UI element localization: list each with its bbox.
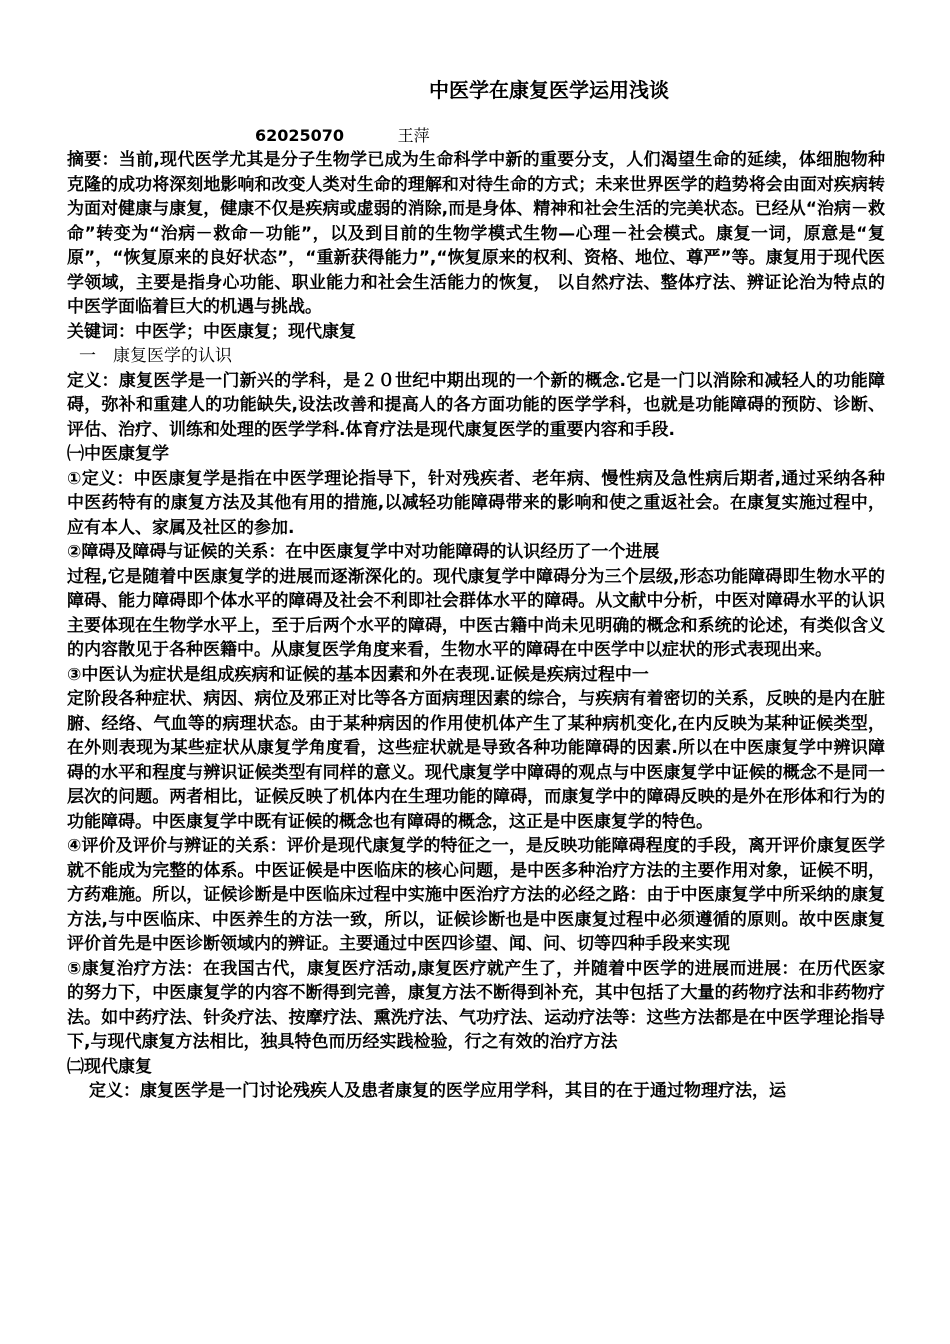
abstract-paragraph: 摘要：当前,现代医学尤其是分子生物学已成为生命科学中新的重要分支，人们渴望生命的延续，体细胞物种克隆的成功将深刻地影响和改变人类对生命的理解和对待生命的方式；未来世界医学的趋势将会由面对疾病转为面对健康与康复，健康不仅是疾病或虚弱的消除,而是身体、精神和社会生活的完美状态。已经从“治病－救命”转变为“治病－救命－功能”，以及到目前的生物学模式生物—心理－社会模式。康复一词，原意是“复原”，“恢复原来的良好状态”，“重新获得能力”,“恢复原来的权利、资格、地位、尊严”等。康复用于现代医学领域，主要是指身心功能、职业能力和社会生活能力的恢复， 以自然疗法、整体疗法、辨证论治为特点的中医学面临着巨大的机遇与挑战。 (67, 150, 885, 317)
modern-rehab-definition: 定义：康复医学是一门讨论残疾人及患者康复的医学应用学科，其目的在于通过物理疗法，运 (89, 1081, 786, 1101)
subsection-heading-tcm-rehab: ㈠中医康复学 (67, 444, 169, 464)
document-title: 中医学在康复医学运用浅谈 (429, 78, 669, 102)
document-body (67, 148, 885, 1104)
student-id: 62025070 (255, 126, 345, 145)
item-5-paragraph: ⑤康复治疗方法：在我国古代，康复医疗活动,康复医疗就产生了，并随着中医学的进展而进展：在历代医家的努力下，中医康复学的内容不断得到完善，康复方法不断得到补充，其中包括了大量的药物疗法和非药物疗法。如中药疗法、针灸疗法、按摩疗法、熏洗疗法、气功疗法、运动疗法等：这些方法都是在中医学理论指导下,与现代康复方法相比，独具特色而历经实践检验，行之有效的治疗方法 (67, 958, 885, 1052)
item-4-paragraph: ④评价及评价与辨证的关系：评价是现代康复学的特征之一，是反映功能障碍程度的手段，离开评价康复医学就不能成为完整的体系。中医证候是中医临床的核心问题，是中医多种治疗方法的主要作用对象，证候不明，方药难施。所以，证候诊断是中医临床过程中实施中医治疗方法的必经之路：由于中医康复学中所采纳的康复方法,与中医临床、中医养生的方法一致，所以，证候诊断也是中医康复过程中必须遵循的原则。故中医康复评价首先是中医诊断领域内的辨证。主要通过中医四诊望、闻、问、切等四种手段来实现 (67, 836, 885, 954)
item-1-paragraph: ①定义：中医康复学是指在中医学理论指导下，针对残疾者、老年病、慢性病及急性病后期者,通过采纳各种中医药特有的康复方法及其他有用的措施,以减轻功能障碍带来的影响和使之重返社会。在康复实施过程中，应有本人、家属及社区的参加. (67, 468, 885, 538)
author-line (255, 123, 430, 146)
section-1-definition: 定义：康复医学是一门新兴的学科，是２０世纪中期出现的一个新的概念.它是一门以消除和减轻人的功能障碍，弥补和重建人的功能缺失,设法改善和提高人的各方面功能的医学学科，也就是功能障碍的预防、诊断、评估、治疗、训练和处理的医学学科.体育疗法是现代康复医学的重要内容和手段. (67, 370, 885, 440)
item-2-first-line: ②障碍及障碍与证候的关系：在中医康复学中对功能障碍的认识经历了一个进展 (67, 542, 660, 562)
section-heading-1: 一 康复医学的认识 (79, 346, 232, 366)
keywords-line: 关键词：中医学；中医康复；现代康复 (67, 321, 356, 342)
item-2-paragraph: 过程,它是随着中医康复学的进展而逐渐深化的。现代康复学中障碍分为三个层级,形态功能障碍即生物水平的障碍、能力障碍即个体水平的障碍及社会不利即社会群体水平的障碍。从文献中分析，中医对障碍水平的认识主要体现在生物学水平上，至于后两个水平的障碍，中医古籍中尚未见明确的概念和系统的论述，有类似含义的内容散见于各种医籍中。从康复医学角度来看，生物水平的障碍在中医学中以症状的形式表现出来。 (67, 566, 885, 660)
author-name: 王萍 (397, 126, 430, 145)
item-3-first-line: ③中医认为症状是组成疾病和证候的基本因素和外在表现.证候是疾病过程中一 (67, 664, 649, 685)
subsection-heading-modern-rehab: ㈡现代康复 (67, 1056, 152, 1077)
item-3-paragraph: 定阶段各种症状、病因、病位及邪正对比等各方面病理因素的综合，与疾病有着密切的关系，反映的是内在脏腑、经络、气血等的病理状态。由于某种病因的作用使机体产生了某种病机变化,在内反映为某种证候类型，在外则表现为某些症状从康复学角度看，这些症状就是导致各种功能障碍的因素.所以在中医康复学中辨识障碍的水平和程度与辨识证候类型有同样的意义。现代康复学中障碍的观点与中医康复学中证候的概念不是同一层次的问题。两者相比，证候反映了机体内在生理功能的障碍，而康复学中的障碍反映的是外在形体和行为的功能障碍。中医康复学中既有证候的概念也有障碍的概念，这正是中医康复学的特色。 (67, 689, 885, 832)
